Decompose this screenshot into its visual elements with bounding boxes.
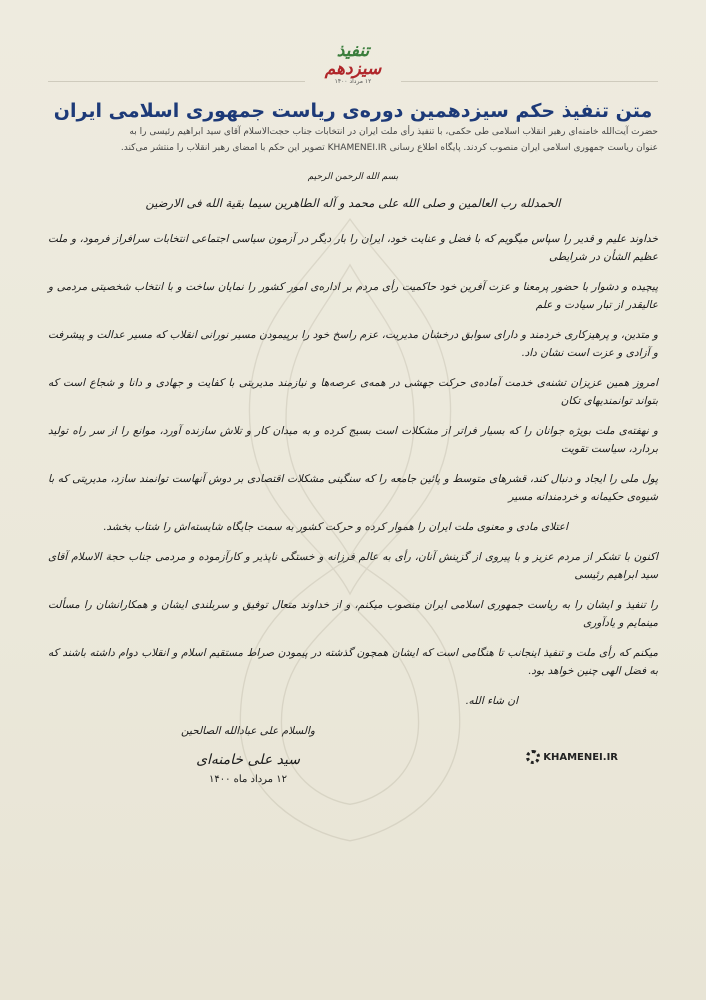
khamenei-ir-logo: KHAMENEI.IR <box>526 750 618 764</box>
letter-line: را تنفیذ و ایشان را به ریاست جمهوری اسلامی ایران منصوب میکنم، و از خداوند متعال توفیق و سربلندی ایشان و همکارانشان را مسألت مینمایم و یادآوری <box>48 599 658 629</box>
gear-logo-icon <box>526 750 540 764</box>
letter-line: خداوند علیم و قدیر را سپاس میگویم که با فضل و عنایت خود، ایران را بار دیگر در آزمون سیاسی اجتماعی انتخابات سرافراز فرمود، و ملت عظیم الشأن در شرایطی <box>48 233 658 263</box>
letter-line: ان شاء الله. <box>465 695 518 707</box>
letter-line: میکنم که رأی ملت و تنفیذ اینجانب تا هنگامی است که ایشان همچون گذشته در پیمودن صراط مستقیم اسلام و انقلاب دوام داشته باشند که به فضل الهی چنین خواهد بود. <box>48 647 658 677</box>
page-title: متن تنفیذ حکم سیزدهمین دوره‌ی ریاست جمهوری اسلامی ایران <box>53 100 653 122</box>
intro-line: حضرت آیت‌الله خامنه‌ای رهبر انقلاب اسلامی طی حکمی، با تنفیذ رأی ملت ایران در انتخابات جناب حجت‌الاسلام آقای سید ابراهیم رئیسی را به <box>129 127 658 137</box>
inauguration-logo: تنفیذ سیزدهم ۱۲ مرداد ۱۴۰۰ <box>324 41 382 85</box>
divider <box>401 81 658 82</box>
closing-line: والسلام علی عبادالله الصالحین <box>181 725 315 737</box>
divider <box>48 81 305 82</box>
letter-footer <box>48 722 658 788</box>
letter-line: و نهفته‌ی ملت بویژه جوانان را که بسیار فراتر از مشکلات است بسیج کرده و به میدان کار و تلاش سازنده آورد، موانع را از سر راه تولید بردارد، سیاست تقویت <box>48 425 658 455</box>
signature: سید علی خامنه‌ای <box>196 752 300 768</box>
letter-date: ۱۲ مرداد ماه ۱۴۰۰ <box>209 774 287 785</box>
signature-block <box>138 722 358 788</box>
letter-line: پیچیده و دشوار با حضور پرمعنا و عزت آفرین خود حاکمیت رأی مردم بر اداره‌ی امور کشور را نمایان ساخت و با انتخاب شخصیتی مردمی و عالیقدر از تبار سیادت و علم <box>48 281 658 311</box>
header-logo-row <box>48 42 658 86</box>
letter-line: اعتلای مادی و معنوی ملت ایران را هموار کرده و حرکت کشور به سمت جایگاه شایسته‌اش را شتاب بخشد. <box>103 521 568 533</box>
letter-line: پول ملی را ایجاد و دنبال کند، قشرهای متوسط و پائین جامعه را که سنگینی مشکلات اقتصادی بر دوش آنهاست توانمند سازد، مدیریتی که با شیوه‌ی حکیمانه و خردمندانه مسیر <box>48 473 658 503</box>
basmala: بسم الله الرحمن الرحیم <box>307 172 399 182</box>
praise-line: الحمدلله رب العالمین و صلی الله علی محمد و آله الطاهرین سیما بقیة الله فی الارضین <box>145 196 561 210</box>
letter-line: اکنون با تشکر از مردم عزیز و با پیروی از گزینش آنان، رأی به عالم فرزانه و خستگی ناپذیر و کارآزموده و مردمی جناب حجة الاسلام آقای سید ابراهیم رئیسی <box>48 551 658 581</box>
letter-line: امروز همین عزیزان تشنه‌ی خدمت آماده‌ی حرکت جهشی در همه‌ی عرصه‌ها و نیازمند مدیریتی با کفایت و جهادی و دانا و شجاع است که بتواند توانمندیهای تکان <box>48 377 658 407</box>
handwritten-letter <box>48 170 658 788</box>
letter-line: و متدین، و پرهیزکاری خردمند و دارای سوابق درخشان مدیریت، عزم راسخ خود را برپیمودن مسیر نورانی انقلاب که مسیر عدالت و پیشرفت و آزادی و عزت است نشان داد. <box>48 329 658 359</box>
intro-line: عنوان ریاست جمهوری اسلامی ایران منصوب کردند. پایگاه اطلاع رسانی KHAMENEI.IR تصویر این حکم با امضای رهبر انقلاب را منتشر می‌کند. <box>120 143 658 153</box>
